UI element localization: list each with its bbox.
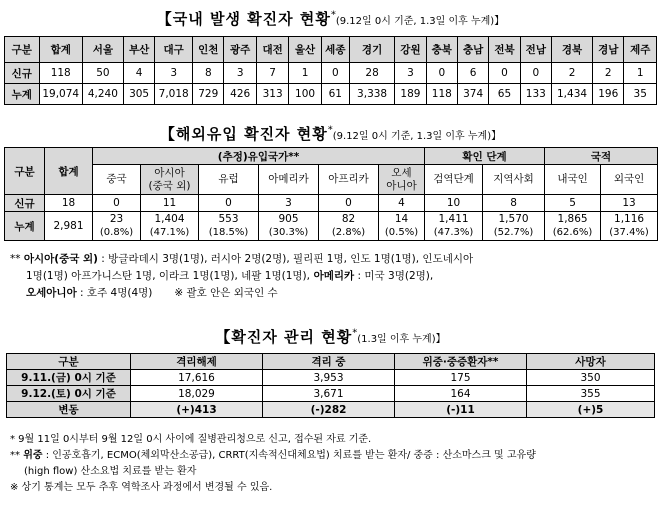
note-line-2 [10,268,660,285]
imported-cum-percent: (37.4%) [601,226,658,241]
management-header-row [7,354,655,370]
check-stage-group-header: 확인 단계 [425,148,545,165]
domestic-header-cell: 구분 [5,37,40,63]
imported-cum-percent: (62.6%) [545,226,601,241]
note-america-label: 아메리카 [309,270,355,282]
footnote-2-line2: (high flow) 산소요법 치료를 받는 환자 [24,466,197,477]
imported-new-label: 신규 [5,195,45,212]
imported-cum-percent: (18.5%) [199,226,259,241]
management-value-cell: 3,671 [263,386,395,402]
domestic-value-cell: 133 [520,84,551,105]
imported-sub-header: 중국 [93,165,141,195]
imported-cum-value: 1,116 [601,212,658,226]
note-oceania-text: : 호주 4명(4명) [76,287,153,299]
management-header-cell: 격리 중 [263,354,395,370]
section2-subtitle: (9.12일 0시 기준, 1.3일 이후 누계)】 [332,131,502,142]
domestic-value-cell: 3 [224,63,256,84]
domestic-value-cell: 374 [457,84,488,105]
imported-cum-value: 553 [199,212,259,226]
domestic-header-cell: 제주 [624,37,657,63]
imported-cum-value: 1,404 [141,212,199,226]
management-value-cell: 164 [395,386,527,402]
domestic-cumulative-row [5,84,657,105]
domestic-header-cell: 부산 [123,37,154,63]
management-value-cell: (-)11 [395,402,527,418]
domestic-header-row [5,37,657,63]
imported-total-header: 합계 [45,148,93,195]
domestic-value-cell: 1,434 [552,84,593,105]
domestic-value-cell: 4,240 [82,84,123,105]
imported-gubun-header: 구분 [5,148,45,195]
management-row-label: 9.11.(금) 0시 기준 [7,370,131,386]
domestic-row-label: 누계 [5,84,40,105]
domestic-value-cell: 19,074 [39,84,82,105]
imported-sub-header: 아메리카 [259,165,319,195]
domestic-header-cell: 울산 [289,37,321,63]
domestic-new-row [5,63,657,84]
domestic-value-cell: 7,018 [155,84,193,105]
footnote-2-prefix: ** [10,450,24,461]
domestic-value-cell: 3,338 [349,84,394,105]
management-row-0911 [7,370,655,386]
domestic-value-cell: 0 [321,63,349,84]
imported-new-value: 5 [545,195,601,212]
domestic-value-cell: 61 [321,84,349,105]
imported-sub-header: 검역단계 [425,165,483,195]
domestic-header-cell: 세종 [321,37,349,63]
domestic-header-cell: 충남 [457,37,488,63]
domestic-value-cell: 0 [489,63,520,84]
management-header-cell: 격리해제 [131,354,263,370]
country-group-header: (추정)유입국가** [93,148,425,165]
imported-new-value: 0 [199,195,259,212]
footnotes [10,432,660,496]
domestic-header-cell: 경남 [593,37,624,63]
domestic-header-cell: 합계 [39,37,82,63]
management-value-cell: 17,616 [131,370,263,386]
domestic-value-cell: 7 [256,63,288,84]
management-change-row [7,402,655,418]
note-asia-text: : 방글라데시 3명(1명), 러시아 2명(2명), 필리핀 1명, 인도 1명(1명), 인도네시아 [97,253,474,265]
section3-title [0,326,661,347]
imported-cum-percent: (52.7%) [483,226,545,241]
imported-cum-percent: (47.1%) [141,226,199,241]
domestic-value-cell: 0 [520,63,551,84]
section3-title-sup: * [352,327,358,339]
domestic-header-cell: 서울 [82,37,123,63]
note-oceania-label: 오세아니아 [26,287,77,299]
section1-subtitle: (9.12일 0시 기준, 1.3일 이후 누계)】 [335,16,505,27]
domestic-value-cell: 1 [289,63,321,84]
footnote-2-bold: 위중 [23,450,43,461]
management-row-0912 [7,386,655,402]
note-america-text: : 미국 3명(2명), [354,270,434,282]
domestic-value-cell: 2 [593,63,624,84]
case-management-table [6,353,655,418]
domestic-header-cell: 대전 [256,37,288,63]
domestic-header-cell: 충북 [426,37,457,63]
management-value-cell: 18,029 [131,386,263,402]
footnote-2-text: : 인공호흡기, ECMO(체외막산소공급), CRRT(지속적신대체요법) 치료를 받는 환자/ 중증 : 산소마스크 및 고유량 [42,450,536,461]
note-asia-label: 아시아(중국 외) [23,253,98,265]
management-header-cell: 사망자 [527,354,655,370]
imported-cum-value: 1,411 [425,212,483,226]
management-value-cell: (+)413 [131,402,263,418]
domestic-row-label: 신규 [5,63,40,84]
imported-group-header-row [5,148,658,165]
imported-cum-value: 1,865 [545,212,601,226]
domestic-value-cell: 313 [256,84,288,105]
imported-new-value: 4 [379,195,425,212]
note-foreigner-remark: ※ 괄호 안은 외국인 수 [174,287,278,299]
footnote-1: * 9월 11일 0시부터 9월 12일 0시 사이에 질병관리청으로 신고, 접수된 자료 기준. [10,434,372,445]
note-line-1 [10,251,660,268]
imported-new-value: 0 [319,195,379,212]
imported-sub-header: 아프리카 [319,165,379,195]
imported-new-value: 13 [601,195,658,212]
imported-cum-total: 2,981 [45,212,93,241]
section2-title-text: 【해외유입 확진자 현황 [159,125,328,143]
section1-title-text: 【국내 발생 확진자 현황 [156,10,331,28]
note-asia-text-2: 1명(1명) 아프가니스탄 1명, 이라크 1명(1명), 네팔 1명(1명), [26,270,310,282]
imported-cum-value: 1,570 [483,212,545,226]
imported-new-value: 10 [425,195,483,212]
domestic-value-cell: 3 [395,63,426,84]
nationality-group-header: 국적 [545,148,658,165]
domestic-header-cell: 강원 [395,37,426,63]
management-row-label: 9.12.(토) 0시 기준 [7,386,131,402]
management-row-label: 변동 [7,402,131,418]
domestic-value-cell: 50 [82,63,123,84]
domestic-header-cell: 인천 [193,37,224,63]
domestic-value-cell: 2 [552,63,593,84]
imported-new-row [5,195,658,212]
imported-cum-value: 23 [93,212,141,226]
domestic-value-cell: 0 [426,63,457,84]
domestic-value-cell: 305 [123,84,154,105]
management-value-cell: 350 [527,370,655,386]
section3-subtitle: (1.3일 이후 누계)】 [357,334,446,345]
imported-cum-percent: (0.8%) [93,226,141,241]
section1-title-sup: * [330,9,336,21]
domestic-header-cell: 전남 [520,37,551,63]
management-header-cell: 구분 [7,354,131,370]
domestic-value-cell: 4 [123,63,154,84]
imported-cum-value: 14 [379,212,425,226]
domestic-header-cell: 전북 [489,37,520,63]
imported-cum-percent: (0.5%) [379,226,425,241]
imported-new-value: 3 [259,195,319,212]
domestic-value-cell: 118 [426,84,457,105]
domestic-header-cell: 경북 [552,37,593,63]
imported-sub-header: 내국인 [545,165,601,195]
imported-cum-label: 누계 [5,212,45,241]
domestic-header-cell: 광주 [224,37,256,63]
footnote-3: ※ 상기 통계는 모두 추후 역학조사 과정에서 변경될 수 있음. [10,482,273,493]
imported-percent-row [5,226,658,241]
domestic-value-cell: 729 [193,84,224,105]
management-value-cell: (+)5 [527,402,655,418]
imported-new-value: 11 [141,195,199,212]
domestic-value-cell: 100 [289,84,321,105]
imported-notes [10,251,660,302]
note-prefix: ** [10,253,24,265]
imported-new-value: 0 [93,195,141,212]
imported-cum-value: 82 [319,212,379,226]
domestic-header-cell: 대구 [155,37,193,63]
section2-title [0,123,661,144]
section3-title-text: 【확진자 관리 현황 [215,328,353,346]
domestic-value-cell: 118 [39,63,82,84]
section1-title [0,8,661,29]
imported-new-value: 8 [483,195,545,212]
domestic-header-cell: 경기 [349,37,394,63]
domestic-value-cell: 6 [457,63,488,84]
imported-sub-header: 오세 아니아 [379,165,425,195]
domestic-value-cell: 35 [624,84,657,105]
domestic-value-cell: 3 [155,63,193,84]
management-value-cell: 355 [527,386,655,402]
note-line-3 [10,285,660,302]
domestic-value-cell: 426 [224,84,256,105]
domestic-value-cell: 65 [489,84,520,105]
imported-cum-percent: (2.8%) [319,226,379,241]
management-value-cell: (-)282 [263,402,395,418]
management-value-cell: 3,953 [263,370,395,386]
domestic-value-cell: 1 [624,63,657,84]
imported-sub-header: 아시아 (중국 외) [141,165,199,195]
section2-title-sup: * [327,124,333,136]
imported-sub-header: 유럽 [199,165,259,195]
imported-sub-header: 외국인 [601,165,658,195]
imported-cum-percent: (30.3%) [259,226,319,241]
management-value-cell: 175 [395,370,527,386]
domestic-cases-table [4,36,657,105]
imported-sub-header-row [5,165,658,195]
domestic-value-cell: 8 [193,63,224,84]
imported-cumulative-row [5,212,658,226]
imported-cases-table [4,147,658,241]
imported-cum-percent: (47.3%) [425,226,483,241]
domestic-value-cell: 189 [395,84,426,105]
domestic-value-cell: 28 [349,63,394,84]
imported-cum-value: 905 [259,212,319,226]
management-header-cell: 위중·중증환자** [395,354,527,370]
imported-new-total: 18 [45,195,93,212]
footnote-2 [10,448,660,464]
imported-sub-header: 지역사회 [483,165,545,195]
domestic-value-cell: 196 [593,84,624,105]
